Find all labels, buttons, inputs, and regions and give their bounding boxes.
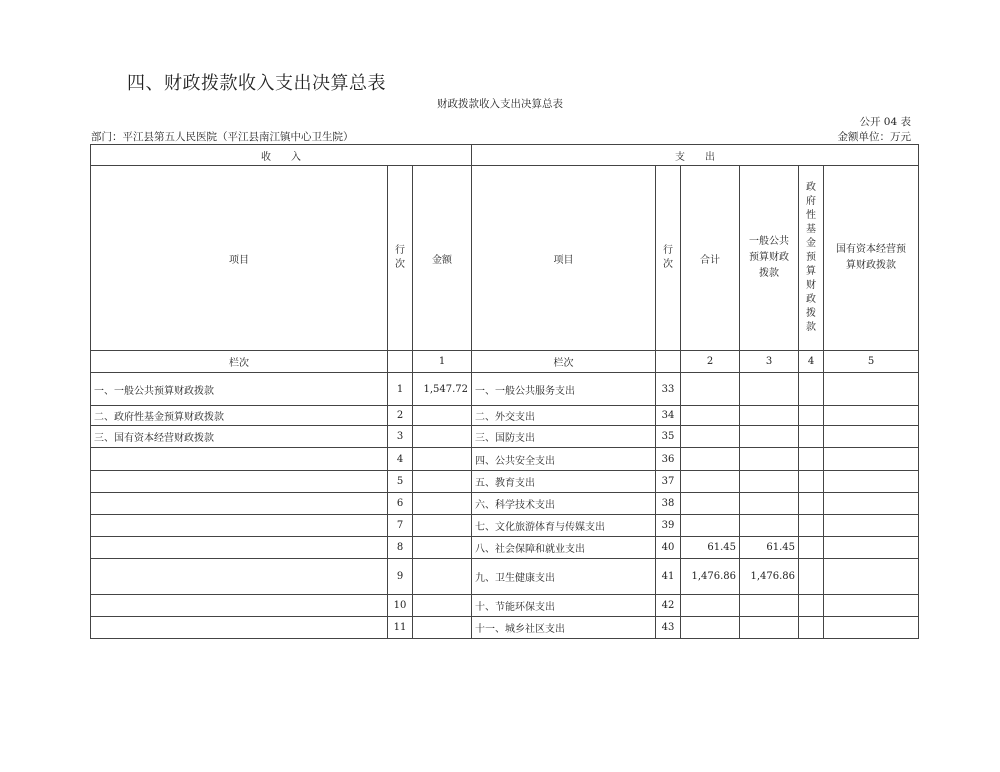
expense-line-cell: 43 bbox=[656, 617, 681, 639]
expense-line-cell: 41 bbox=[656, 559, 681, 595]
gov-fund-cell bbox=[799, 448, 824, 471]
table-row bbox=[91, 595, 919, 617]
income-item-cell bbox=[91, 493, 388, 515]
income-line-cell: 10 bbox=[388, 595, 413, 617]
total-cell bbox=[681, 617, 740, 639]
total-cell bbox=[681, 471, 740, 493]
gov-fund-cell bbox=[799, 595, 824, 617]
general-budget-header: 一般公共 预算财政 拨款 bbox=[740, 166, 799, 351]
income-line-cell: 7 bbox=[388, 515, 413, 537]
income-amount-cell bbox=[413, 515, 472, 537]
state-capital-cell bbox=[824, 373, 919, 406]
income-line-cell: 9 bbox=[388, 559, 413, 595]
state-capital-cell bbox=[824, 537, 919, 559]
total-header: 合计 bbox=[681, 166, 740, 351]
income-line-cell: 2 bbox=[388, 406, 413, 426]
expense-item-cell: 八、社会保障和就业支出 bbox=[472, 537, 656, 559]
expense-item-cell: 五、教育支出 bbox=[472, 471, 656, 493]
general-budget-cell bbox=[740, 373, 799, 406]
table-row bbox=[91, 617, 919, 639]
expense-section-header: 支 出 bbox=[472, 145, 919, 166]
gov-fund-cell bbox=[799, 471, 824, 493]
general-budget-cell bbox=[740, 471, 799, 493]
expense-item-cell: 九、卫生健康支出 bbox=[472, 559, 656, 595]
general-budget-cell bbox=[740, 493, 799, 515]
gov-fund-header: 政 府 性 基 金 预 算 财 政 拨 款 bbox=[799, 166, 824, 351]
income-amount-cell bbox=[413, 595, 472, 617]
table-subtitle: 财政拨款收入支出决算总表 bbox=[437, 98, 563, 110]
state-capital-cell bbox=[824, 471, 919, 493]
col-label-expense: 栏次 bbox=[472, 351, 656, 373]
income-amount-cell bbox=[413, 471, 472, 493]
col-num-1: 1 bbox=[413, 351, 472, 373]
income-item-cell bbox=[91, 559, 388, 595]
expense-line-cell: 37 bbox=[656, 471, 681, 493]
state-capital-cell bbox=[824, 515, 919, 537]
expense-line-cell: 34 bbox=[656, 406, 681, 426]
state-capital-cell bbox=[824, 595, 919, 617]
income-amount-cell bbox=[413, 448, 472, 471]
income-line-cell: 4 bbox=[388, 448, 413, 471]
amount-unit-label: 金额单位：万元 bbox=[837, 131, 911, 143]
state-capital-header: 国有资本经营预 算财政拨款 bbox=[824, 166, 919, 351]
income-line-cell: 5 bbox=[388, 471, 413, 493]
income-item-cell: 二、政府性基金预算财政拨款 bbox=[91, 406, 388, 426]
general-budget-cell: 61.45 bbox=[740, 537, 799, 559]
total-cell bbox=[681, 406, 740, 426]
table-row bbox=[91, 537, 919, 559]
expense-item-cell: 十一、城乡社区支出 bbox=[472, 617, 656, 639]
expense-line-cell: 39 bbox=[656, 515, 681, 537]
expense-item-cell: 三、国防支出 bbox=[472, 426, 656, 448]
expense-item-cell: 十、节能环保支出 bbox=[472, 595, 656, 617]
expense-line-cell: 36 bbox=[656, 448, 681, 471]
income-line-cell: 8 bbox=[388, 537, 413, 559]
income-amount-cell bbox=[413, 406, 472, 426]
income-amount-cell bbox=[413, 537, 472, 559]
income-item-cell bbox=[91, 471, 388, 493]
state-capital-cell bbox=[824, 559, 919, 595]
total-cell bbox=[681, 515, 740, 537]
expense-line-header: 行 次 bbox=[656, 166, 681, 351]
column-header-row bbox=[91, 166, 919, 351]
gov-fund-cell bbox=[799, 426, 824, 448]
income-amount-cell: 1,547.72 bbox=[413, 373, 472, 406]
col-num-blank bbox=[388, 351, 413, 373]
expense-item-cell: 四、公共安全支出 bbox=[472, 448, 656, 471]
col-num-blank bbox=[656, 351, 681, 373]
col-num-5: 5 bbox=[824, 351, 919, 373]
income-item-cell: 一、一般公共预算财政拨款 bbox=[91, 373, 388, 406]
table-row bbox=[91, 448, 919, 471]
expense-item-cell: 七、文化旅游体育与传媒支出 bbox=[472, 515, 656, 537]
expense-item-cell: 一、一般公共服务支出 bbox=[472, 373, 656, 406]
total-cell: 1,476.86 bbox=[681, 559, 740, 595]
general-budget-cell bbox=[740, 595, 799, 617]
state-capital-cell bbox=[824, 617, 919, 639]
general-budget-cell: 1,476.86 bbox=[740, 559, 799, 595]
general-budget-cell bbox=[740, 448, 799, 471]
col-num-4: 4 bbox=[799, 351, 824, 373]
income-line-cell: 6 bbox=[388, 493, 413, 515]
income-item-cell bbox=[91, 515, 388, 537]
table-row bbox=[91, 471, 919, 493]
form-number: 公开 04 表 bbox=[859, 116, 911, 128]
income-item-header: 项目 bbox=[91, 166, 388, 351]
table-row bbox=[91, 373, 919, 406]
expense-line-cell: 40 bbox=[656, 537, 681, 559]
income-line-header: 行 次 bbox=[388, 166, 413, 351]
col-num-3: 3 bbox=[740, 351, 799, 373]
gov-fund-cell bbox=[799, 406, 824, 426]
income-section-header: 收 入 bbox=[91, 145, 472, 166]
gov-fund-cell bbox=[799, 559, 824, 595]
col-num-2: 2 bbox=[681, 351, 740, 373]
general-budget-cell bbox=[740, 406, 799, 426]
state-capital-cell bbox=[824, 448, 919, 471]
income-line-cell: 3 bbox=[388, 426, 413, 448]
table-row bbox=[91, 559, 919, 595]
income-amount-cell bbox=[413, 426, 472, 448]
table-row bbox=[91, 426, 919, 448]
general-budget-cell bbox=[740, 617, 799, 639]
gov-fund-cell bbox=[799, 493, 824, 515]
expense-line-cell: 33 bbox=[656, 373, 681, 406]
total-cell: 61.45 bbox=[681, 537, 740, 559]
expense-item-header: 项目 bbox=[472, 166, 656, 351]
expense-line-cell: 35 bbox=[656, 426, 681, 448]
gov-fund-cell bbox=[799, 515, 824, 537]
expense-item-cell: 六、科学技术支出 bbox=[472, 493, 656, 515]
table-row bbox=[91, 515, 919, 537]
total-cell bbox=[681, 373, 740, 406]
expense-item-cell: 二、外交支出 bbox=[472, 406, 656, 426]
state-capital-cell bbox=[824, 426, 919, 448]
income-item-cell bbox=[91, 448, 388, 471]
income-item-cell bbox=[91, 537, 388, 559]
income-item-cell bbox=[91, 617, 388, 639]
column-number-row bbox=[91, 351, 919, 373]
gov-fund-cell bbox=[799, 537, 824, 559]
fiscal-summary-table bbox=[90, 144, 919, 639]
page-heading: 四、财政拨款收入支出决算总表 bbox=[127, 73, 386, 94]
income-line-cell: 11 bbox=[388, 617, 413, 639]
gov-fund-cell bbox=[799, 617, 824, 639]
department-label: 部门：平江县第五人民医院（平江县南江镇中心卫生院） bbox=[91, 131, 354, 143]
income-line-cell: 1 bbox=[388, 373, 413, 406]
total-cell bbox=[681, 426, 740, 448]
income-item-cell bbox=[91, 595, 388, 617]
income-item-cell: 三、国有资本经营财政拨款 bbox=[91, 426, 388, 448]
col-label-income: 栏次 bbox=[91, 351, 388, 373]
total-cell bbox=[681, 595, 740, 617]
income-amount-cell bbox=[413, 493, 472, 515]
general-budget-cell bbox=[740, 515, 799, 537]
state-capital-cell bbox=[824, 406, 919, 426]
state-capital-cell bbox=[824, 493, 919, 515]
expense-line-cell: 38 bbox=[656, 493, 681, 515]
table-row bbox=[91, 406, 919, 426]
table-row bbox=[91, 493, 919, 515]
total-cell bbox=[681, 448, 740, 471]
expense-line-cell: 42 bbox=[656, 595, 681, 617]
gov-fund-cell bbox=[799, 373, 824, 406]
section-header-row bbox=[91, 145, 919, 166]
total-cell bbox=[681, 493, 740, 515]
general-budget-cell bbox=[740, 426, 799, 448]
income-amount-header: 金额 bbox=[413, 166, 472, 351]
income-amount-cell bbox=[413, 559, 472, 595]
income-amount-cell bbox=[413, 617, 472, 639]
